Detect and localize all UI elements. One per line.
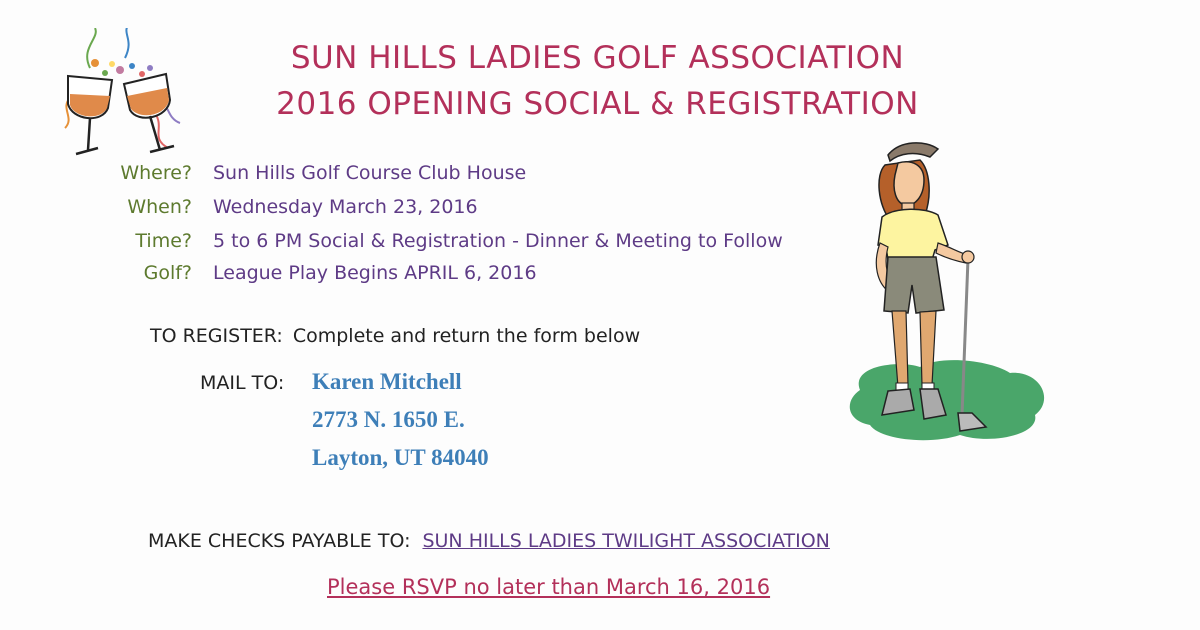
detail-value-where: Sun Hills Golf Course Club House (213, 162, 527, 184)
detail-value-when: Wednesday March 23, 2016 (213, 196, 478, 218)
mail-to-label: MAIL TO: (200, 372, 285, 394)
mail-name: Karen Mitchell (312, 369, 462, 394)
rsvp-note: Please RSVP no later than March 16, 2016 (327, 575, 771, 599)
title-line-2: 2016 OPENING SOCIAL & REGISTRATION (276, 86, 919, 122)
checks-label: MAKE CHECKS PAYABLE TO: (148, 530, 411, 552)
detail-label-when: When? (127, 196, 192, 218)
checks-line (148, 530, 830, 552)
checks-payee: SUN HILLS LADIES TWILIGHT ASSOCIATION (422, 530, 830, 552)
detail-value-golf: League Play Begins APRIL 6, 2016 (213, 262, 537, 284)
detail-label-golf: Golf? (143, 262, 192, 284)
register-line (150, 325, 640, 347)
register-instruction: Complete and return the form below (292, 325, 641, 347)
golfer-illustration (840, 135, 1060, 465)
title-line-1: SUN HILLS LADIES GOLF ASSOCIATION (290, 40, 905, 76)
detail-label-where: Where? (120, 162, 192, 184)
detail-value-time: 5 to 6 PM Social & Registration - Dinner & Meeting to Follow (213, 230, 783, 252)
detail-label-time: Time? (135, 230, 192, 252)
mail-city: Layton, UT 84040 (312, 445, 489, 470)
mail-street: 2773 N. 1650 E. (312, 407, 465, 432)
register-label: TO REGISTER: (150, 325, 283, 347)
